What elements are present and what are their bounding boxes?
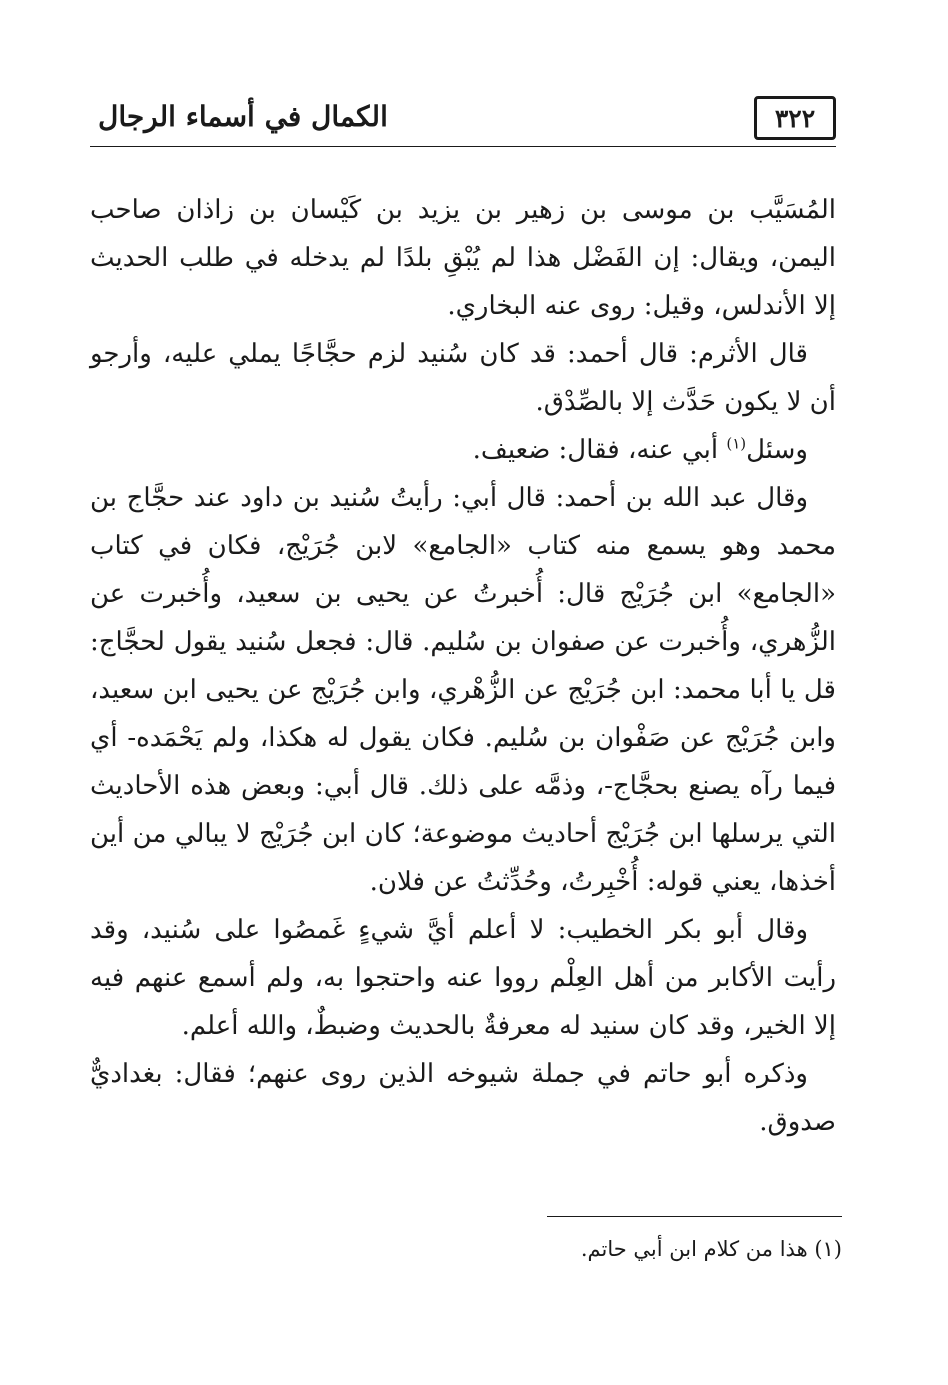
paragraph: المُسَيَّب بن موسى بن زهير بن يزيد بن كَيْسان بن زاذان صاحب اليمن، ويقال: إن الفَضْل هذا لم يُبْقِ بلدًا لم يدخله في طلب الحديث إلا الأندلس، وقيل: روى عنه البخاري. xyxy=(90,195,836,321)
main-text xyxy=(90,186,836,1146)
header-rule xyxy=(90,146,836,147)
footnote-rule xyxy=(547,1216,842,1217)
page-number: ٣٢٢ xyxy=(754,96,836,140)
paragraph: وقال أبو بكر الخطيب: لا أعلم أيَّ شيءٍ غَمصُوا على سُنيد، وقد رأيت الأكابر من أهل العِلْم رووا عنه واحتجوا به، ولم أسمع عنهم فيه إلا الخير، وقد كان سنيد له معرفةٌ بالحديث وضبطٌ، والله أعلم. xyxy=(90,915,836,1041)
paragraph: وذكره أبو حاتم في جملة شيوخه الذين روى عنهم؛ فقال: بغداديٌّ صدوق. xyxy=(90,1059,836,1137)
page-header xyxy=(90,96,836,148)
paragraph: قال الأثرم: قال أحمد: قد كان سُنيد لزم حجَّاجًا يملي عليه، وأرجو أن لا يكون حَدَّث إلا بالصِّدْق. xyxy=(90,339,836,417)
footnote: (١) هذا من كلام ابن أبي حاتم. xyxy=(580,1237,842,1261)
footnote-marker: (١) xyxy=(726,434,747,453)
paragraph: وقال عبد الله بن أحمد: قال أبي: رأيتُ سُنيد بن داود عند حجَّاج بن محمد وهو يسمع منه كتاب «الجامع» لابن جُرَيْج، فكان في كتاب «الجامع» ابن جُرَيْج قال: أُخبرتُ عن يحيى بن سعيد، وأُخبرت عن الزُّهري، وأُخبرت عن صفوان بن سُليم. قال: فجعل سُنيد يقول لحجَّاج: قل يا أبا محمد: ابن جُرَيْج عن الزُّهْري، وابن جُرَيْج عن يحيى ابن سعيد، وابن جُرَيْج عن صَفْوان بن سُليم. فكان يقول له هكذا، ولم يَحْمَده- أي فيما رآه يصنع بحجَّاج-، وذمَّه على ذلك. قال أبي: وبعض هذه الأحاديث التي يرسلها ابن جُرَيْج أحاديث موضوعة؛ كان ابن جُرَيْج لا يبالي من أين أخذها، يعني قوله: أُخْبِرتُ، وحُدِّثتُ عن فلان. xyxy=(90,483,836,897)
paragraph xyxy=(90,426,836,474)
paragraph-text: أبي عنه، فقال: ضعيف. xyxy=(472,435,719,465)
paragraph-lead: وسئل xyxy=(746,435,808,465)
book-title: الكمال في أسماء الرجال xyxy=(98,100,388,133)
